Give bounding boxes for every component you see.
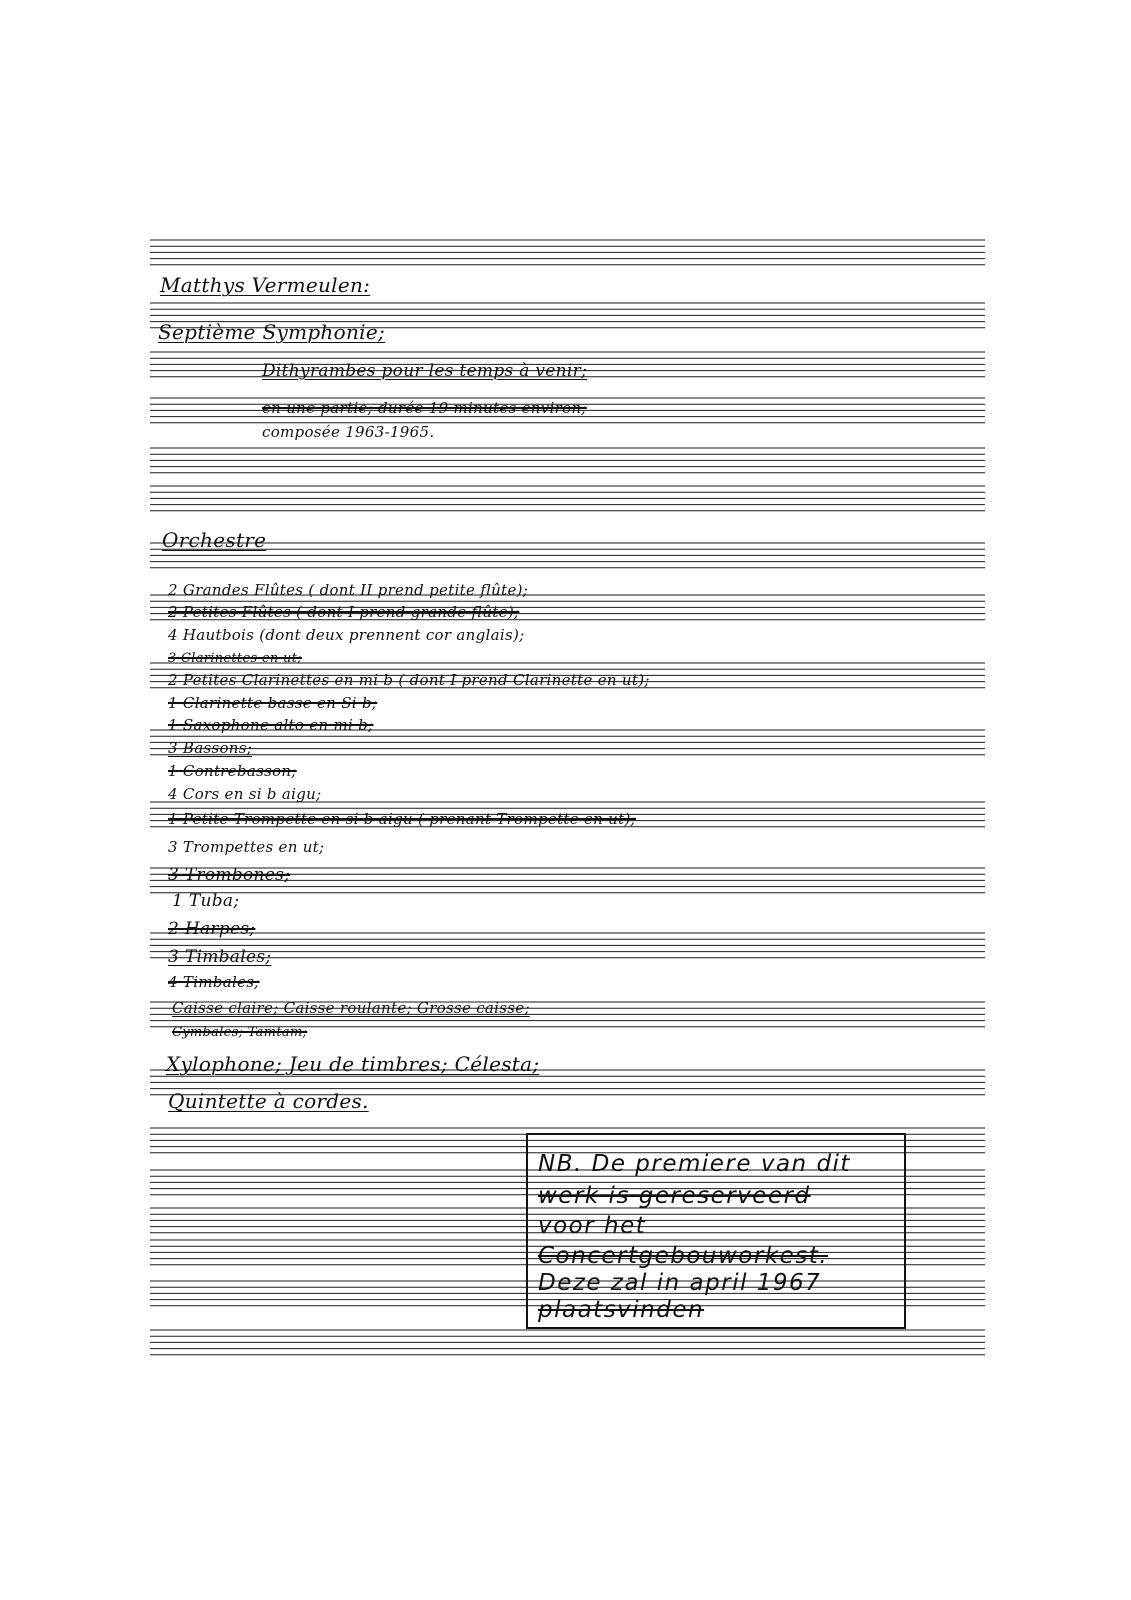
- instrument-line-struck: 1 Saxophone alto en mi b;: [168, 716, 374, 734]
- orchestra-heading: Orchestre: [162, 528, 267, 552]
- work-title: Septième Symphonie;: [158, 320, 386, 344]
- composer-name: Matthys Vermeulen:: [160, 273, 371, 297]
- composition-dates: composée 1963-1965.: [262, 423, 435, 441]
- instrument-line: Caisse claire; Caisse roulante; Grosse caisse;: [172, 999, 530, 1017]
- instrument-line: 4 Cors en si b aigu;: [168, 785, 322, 803]
- instrument-line: Quintette à cordes.: [168, 1089, 369, 1113]
- instrument-line-struck: 1 Contrebasson;: [168, 762, 297, 780]
- note-line: NB. De premiere van dit: [538, 1151, 851, 1177]
- instrument-line: Xylophone; Jeu de timbres; Célesta;: [166, 1052, 540, 1076]
- instrument-line-struck: 4 Timbales;: [168, 973, 260, 991]
- note-line: voor het: [538, 1213, 647, 1239]
- instrument-line-struck: 2 Petites Flûtes ( dont I prend grande flûte);: [168, 603, 520, 621]
- instrument-line-struck: 1 Clarinette basse en Si b;: [168, 694, 378, 712]
- instrument-line: 2 Petites Clarinettes en mi b ( dont I prend Clarinette en ut);: [168, 671, 650, 689]
- premiere-note-box: [526, 1133, 906, 1329]
- instrument-line-struck: 2 Harpes;: [168, 919, 256, 939]
- instrument-line: 2 Grandes Flûtes ( dont II prend petite flûte);: [168, 581, 529, 599]
- instrument-line: 3 Bassons;: [168, 739, 253, 757]
- note-line-struck: werk is gereserveerd: [538, 1183, 811, 1209]
- instrument-line: 4 Hautbois (dont deux prennent cor anglais);: [168, 626, 525, 644]
- instrument-line-struck: 1 Petite Trompette en si b aigu ( prenant Trompette en ut);: [168, 810, 636, 828]
- instrument-line: 3 Trompettes en ut;: [168, 838, 325, 856]
- instrument-line: 3 Timbales;: [168, 947, 272, 967]
- note-line: Deze zal in april 1967: [538, 1270, 822, 1296]
- instrument-line: 1 Tuba;: [172, 891, 240, 911]
- work-subtitle: Dithyrambes pour les temps à venir;: [262, 361, 588, 381]
- instrument-line-struck: 3 Clarinettes en ut;: [168, 651, 302, 666]
- note-line-struck: Concertgebouworkest.: [538, 1243, 829, 1269]
- instrument-line-struck: 3 Trombones;: [168, 865, 291, 885]
- note-line-struck: plaatsvinden: [538, 1297, 705, 1323]
- struck-duration-note: en une partie; durée 19 minutes environ;: [262, 399, 587, 417]
- instrument-line-struck: Cymbales; Tamtam;: [172, 1025, 308, 1040]
